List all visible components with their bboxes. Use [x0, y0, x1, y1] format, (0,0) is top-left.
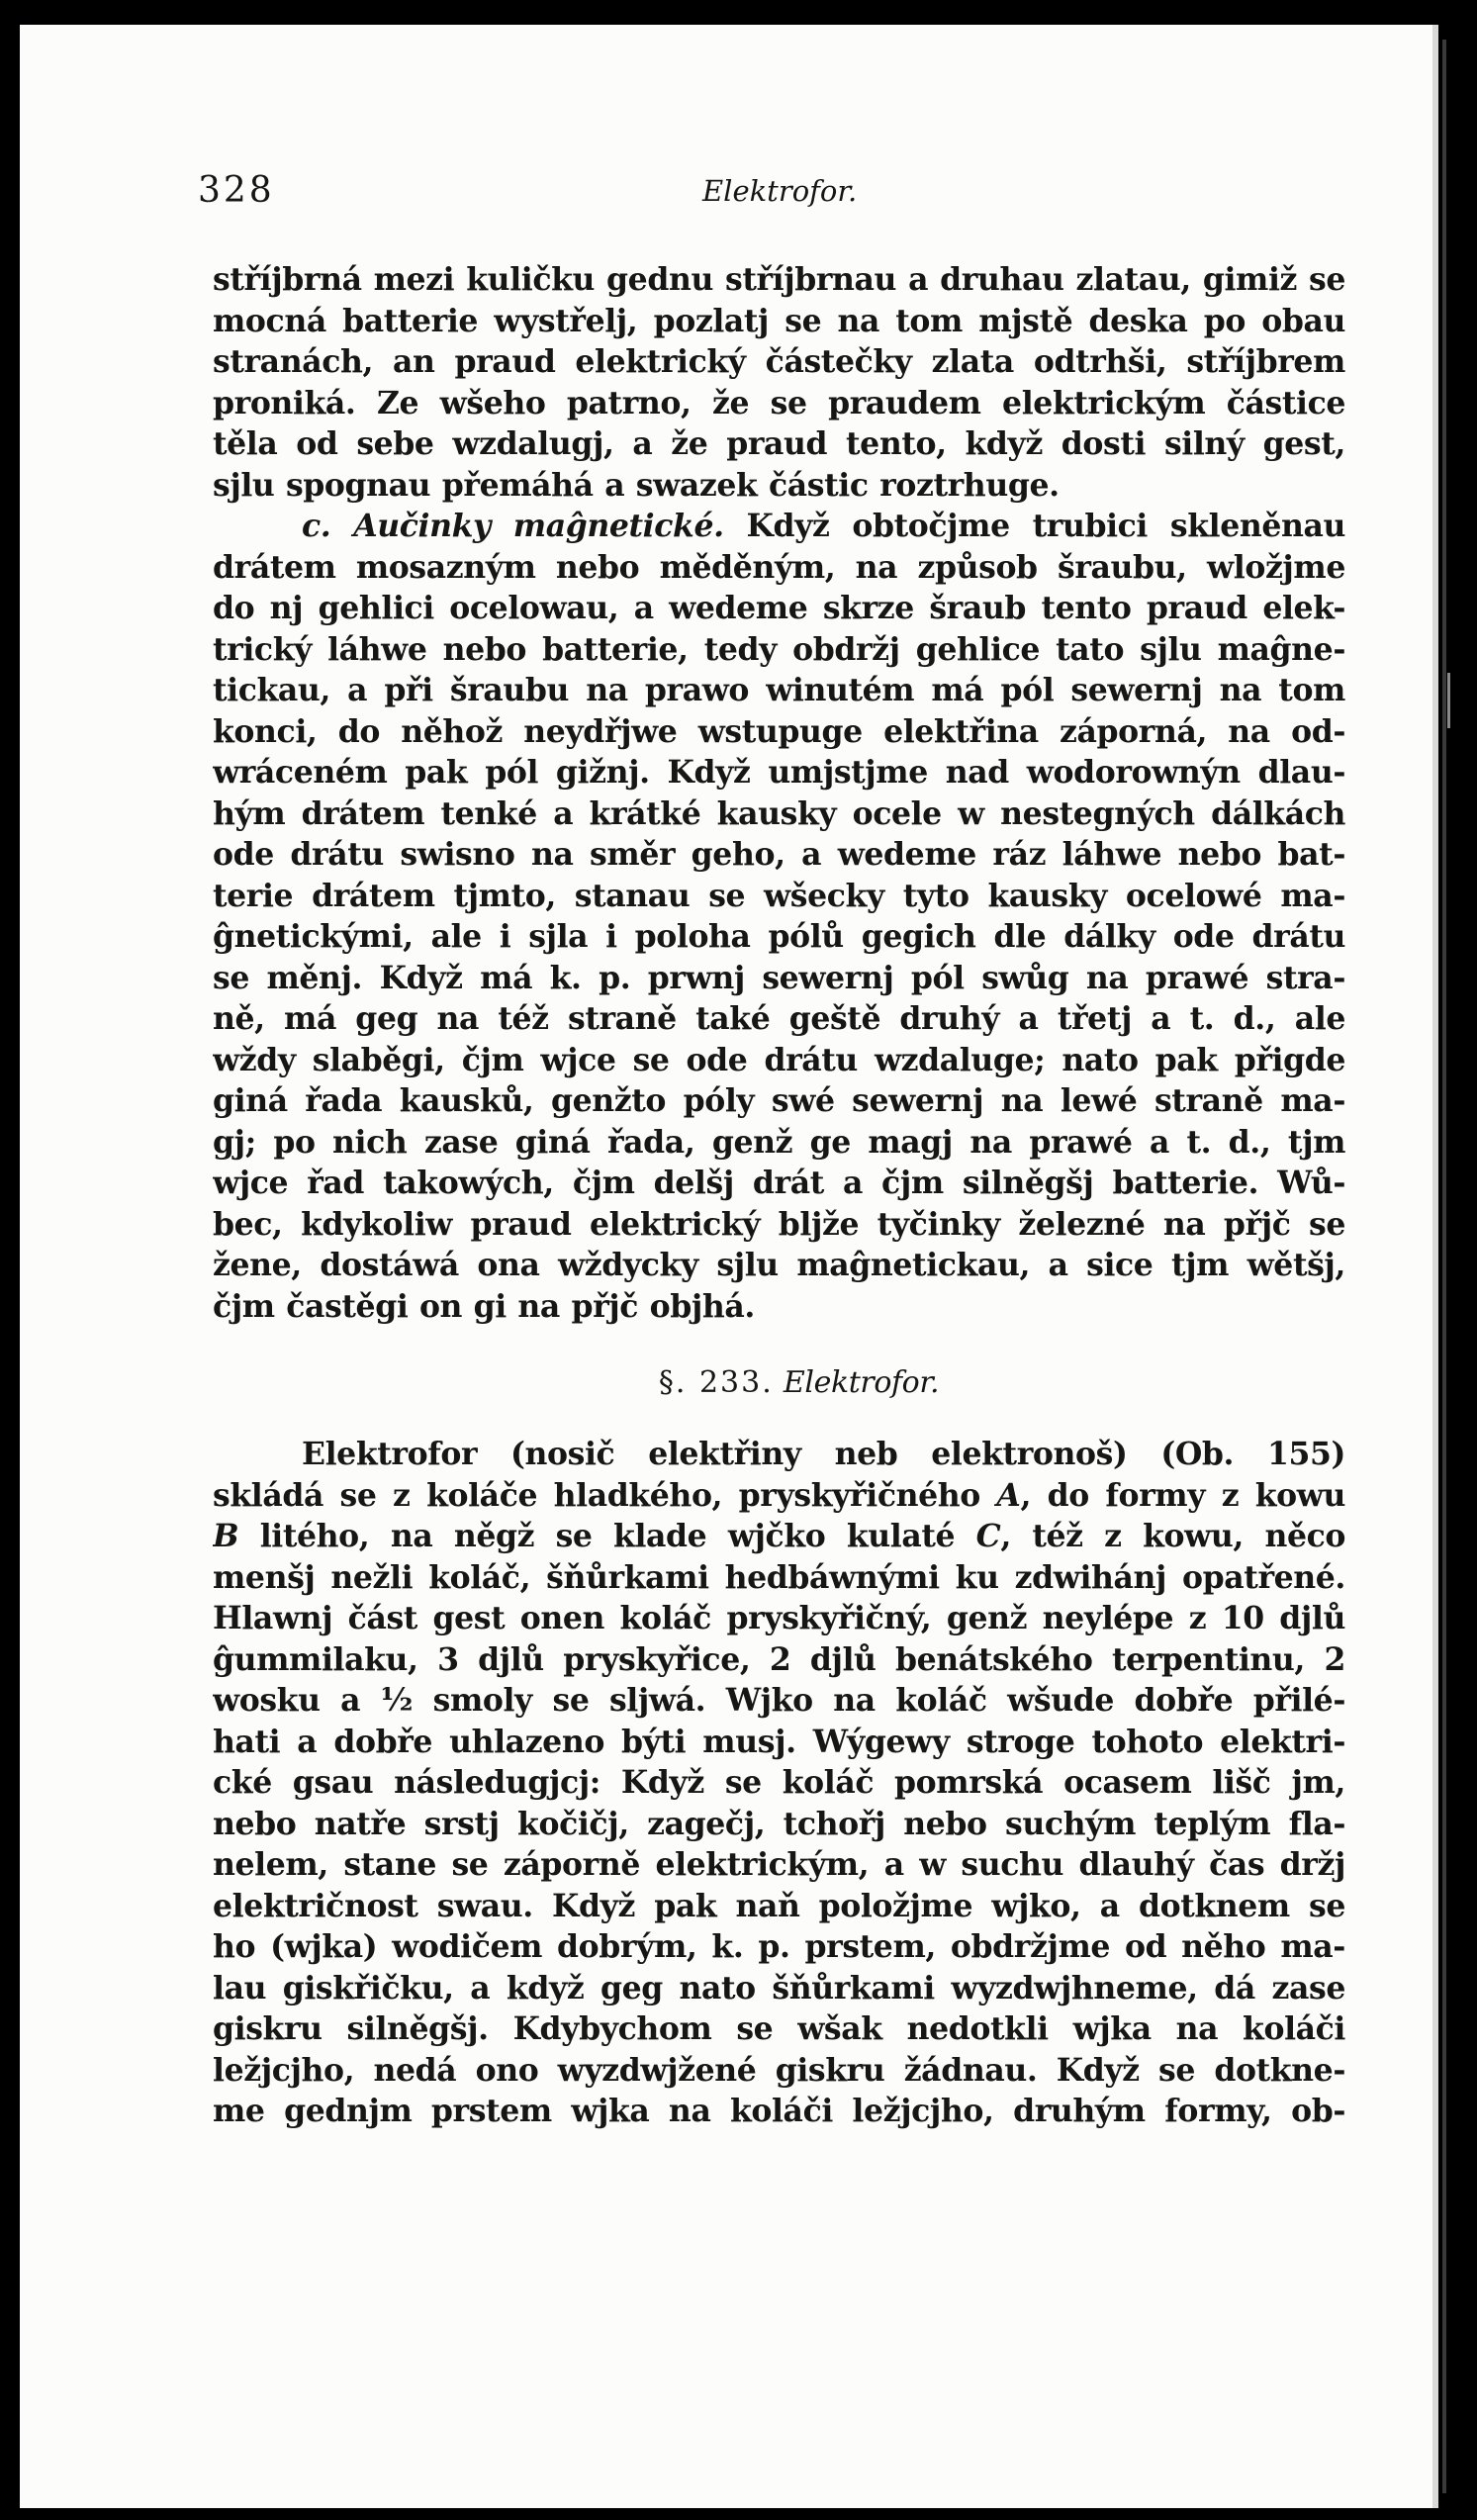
text-line: bec, kdykoliw praud elektrický bljže tyčinky železné na přjč se — [213, 1205, 1345, 1243]
section-number: §. 233. — [658, 1365, 774, 1400]
text-line: wráceném pak pól gižnj. Když umjstjme nad wodorownýn dlau- — [213, 754, 1345, 791]
text-line: giná řada kausků, genžto póly swé sewernj na lewé straně ma- — [213, 1082, 1345, 1119]
text-fragment: Když obtočjme trubici skleněnau — [723, 508, 1345, 544]
paragraph-start-line — [213, 506, 1345, 547]
text-line: cké gsau následugjcj: Když se koláč pomrská ocasem lišč jm, — [213, 1764, 1345, 1801]
text-line: menšj nežli koláč, šňůrkami hedbáwnými ku zdwihánj opatřené. — [213, 1558, 1345, 1596]
text-line: do nj gehlici ocelowau, a wedeme skrze šraub tento praud elek- — [213, 590, 1345, 626]
text-line: tickau, a při šraubu na prawo winutém má pól sewernj na tom — [213, 672, 1345, 708]
text-line: wosku a ½ smoly se sljwá. Wjko na koláč wšude dobře přilé- — [213, 1682, 1345, 1719]
running-title: Elektrofor. — [702, 174, 858, 208]
page-edge — [1432, 25, 1438, 2508]
variable-label: B — [213, 1518, 239, 1554]
text-line: Hlawnj část gest onen koláč pryskyřičný, genž neylépe z 10 djlů — [213, 1600, 1345, 1636]
text-line: hati a dobře uhlazeno býti musj. Wýgewy stroge tohoto elektri- — [213, 1723, 1345, 1760]
page-body — [213, 259, 1345, 2132]
text-line: električnost swau. Když pak naň položjme wjko, a dotknem se — [213, 1887, 1345, 1924]
page-number: 328 — [198, 170, 275, 211]
text-line: ĝummilaku, 3 djlů pryskyřice, 2 djlů benátského terpentinu, 2 — [213, 1640, 1345, 1678]
section-title: Elektrofor. — [783, 1365, 940, 1400]
text-line: nelem, stane se záporně elektrickým, a w suchu dlauhý čas držj — [213, 1846, 1345, 1883]
variable-label: A — [996, 1476, 1021, 1514]
text-line: stříjbrná mezi kuličku gednu stříjbrnau a druhau zlatau, gimiž se — [213, 261, 1345, 298]
text-line: žene, dostáwá ona wždycky sjlu maĝnetickau, a sice tjm wětšj, — [213, 1247, 1345, 1283]
paragraph-start-line: Elektrofor (nosič elektřiny neb elektronoš) (Ob. 155) — [302, 1436, 1345, 1472]
text-line: giskru silněgšj. Kdybychom se wšak nedotkli wjka na koláči — [213, 2010, 1345, 2047]
text-line: stranách, an praud elektrický částečky zlata odtrhši, stříjbrem — [213, 343, 1345, 380]
text-line: skládá se z koláče hladkého, pryskyřičného A, do formy z kowu — [213, 1476, 1345, 1514]
text-line: konci, do něhož neydřjwe wstupuge elektřina záporná, na od- — [213, 712, 1345, 750]
text-line: gj; po nich zase giná řada, genž ge magj na prawé a t. d., tjm — [213, 1123, 1345, 1161]
text-line: ĝnetickými, ale i sjla i poloha pólů gegich dle dálky ode drátu — [213, 918, 1345, 955]
text-line: ode drátu swisno na směr geho, a wedeme ráz láhwe nebo bat- — [213, 836, 1345, 873]
text-line: ně, má geg na též straně také geště druhý a třetj a t. d., ale — [213, 1000, 1345, 1037]
text-line: proniká. Ze wšeho patrno, že se praudem elektrickým částice — [213, 384, 1345, 421]
page-header — [198, 170, 1345, 214]
text-line: hým drátem tenké a krátké kausky ocele w nestegných dálkách — [213, 794, 1345, 832]
text-line: čjm častěgi on gi na přjč objhá. — [213, 1287, 755, 1325]
text-line: nebo natře srstj kočičj, zagečj, tchořj nebo suchým teplým fla- — [213, 1805, 1345, 1842]
text-line: sjlu spognau přemáhá a swazek částic roztrhuge. — [213, 466, 1060, 504]
section-heading — [213, 1347, 1345, 1420]
text-line: terie drátem tjmto, stanau se wšecky tyto kausky ocelowé ma- — [213, 877, 1345, 914]
scan-margin-mark — [1447, 673, 1450, 728]
text-line: wždy slaběgi, čjm wjce se ode drátu wzdaluge; nato pak přigde — [213, 1041, 1345, 1078]
text-line: těla od sebe wzdalugj, a že praud tento, když dosti silný gest, — [213, 425, 1345, 462]
text-line: B litého, na něgž se klade wjčko kulaté C, též z kowu, něco — [213, 1518, 1345, 1554]
scan-border-line — [1442, 40, 1446, 2493]
variable-label: C — [975, 1518, 1001, 1554]
text-line: trický láhwe nebo batterie, tedy obdržj gehlice tato sjlu maĝne- — [213, 630, 1345, 668]
text-line: mocná batterie wystřelj, pozlatj se na tom mjstě deska po obau — [213, 302, 1345, 339]
text-line: wjce řad takowých, čjm delšj drát a čjm silněgšj batterie. Wů- — [213, 1165, 1345, 1201]
subsection-label: c. Aučinky maĝnetické. — [302, 508, 724, 544]
text-line: me gednjm prstem wjka na koláči ležjcjho, druhým formy, ob- — [213, 2093, 1345, 2129]
text-line: ho (wjka) wodičem dobrým, k. p. prstem, obdržjme od něho ma- — [213, 1928, 1345, 1965]
text-line: lau giskřičku, a když geg nato šňůrkami wyzdwjhneme, dá zase — [213, 1969, 1345, 2007]
text-line: se měnj. Když má k. p. prwnj sewernj pól swůg na prawé stra- — [213, 959, 1345, 996]
text-line: drátem mosazným nebo měděným, na způsob šraubu, wložjme — [213, 548, 1345, 586]
text-line: ležjcjho, nedá ono wyzdwjžené giskru žádnau. Když se dotkne- — [213, 2051, 1345, 2089]
